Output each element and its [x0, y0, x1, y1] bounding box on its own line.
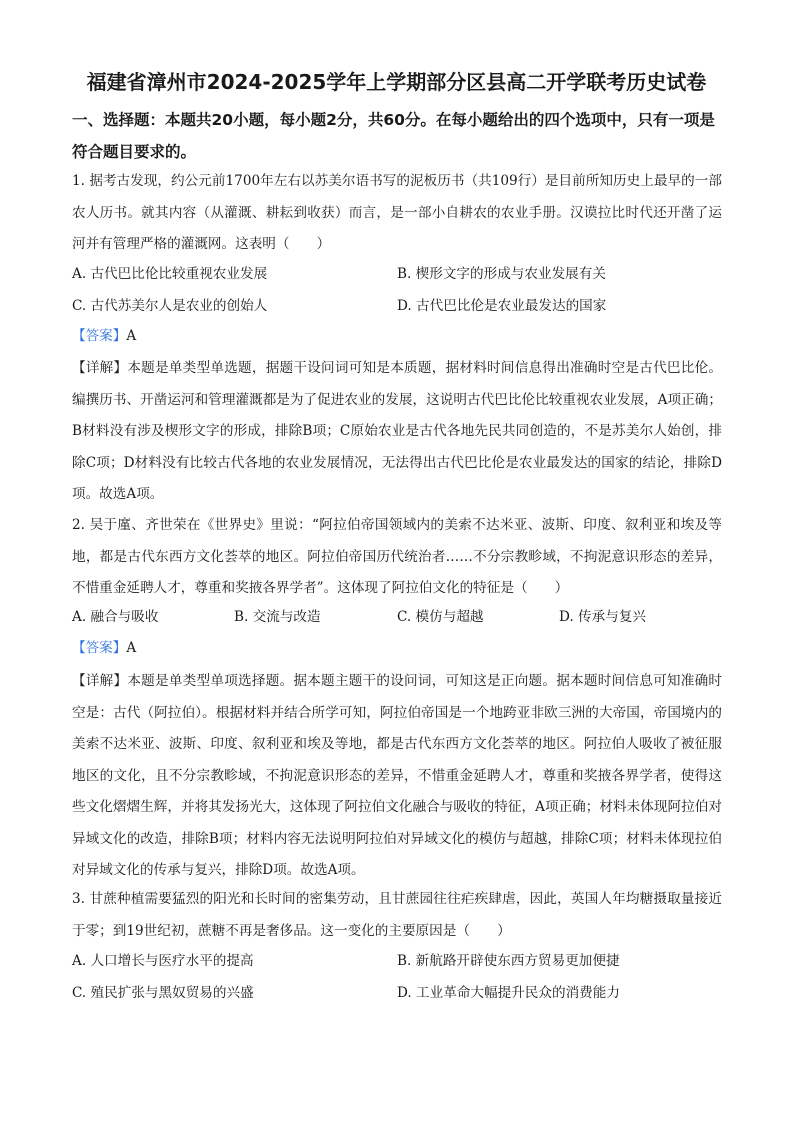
detail-tag: 【详解】: [72, 360, 128, 376]
question-1-option-b[interactable]: B. 楔形文字的形成与农业发展有关: [397, 266, 606, 282]
question-3-option-a[interactable]: A. 人口增长与医疗水平的提高: [72, 953, 254, 969]
question-3-option-b[interactable]: B. 新航路开辟使东西方贸易更加便捷: [397, 953, 620, 969]
question-2-option-d[interactable]: D. 传承与复兴: [559, 609, 647, 625]
question-2-detail: [72, 666, 722, 887]
question-3-options-row-2: [72, 979, 722, 1007]
answer-value: A: [126, 640, 137, 656]
question-3-option-c[interactable]: C. 殖民扩张与黑奴贸易的兴盛: [72, 985, 254, 1001]
question-3-options-row-1: [72, 947, 722, 975]
question-1-stem: 1. 据考古发现，约公元前1700年左右以苏美尔语书写的泥板历书（共109行）是目前所知历史上最早的一部农人历书。就其内容（从灌溉、耕耘到收获）而言，是一部小自耕农的农业手册。汉谟拉比时代还开凿了运河并有管理严格的灌溉网。这表明（ ）: [72, 173, 722, 252]
question-2-answer: [72, 634, 136, 662]
exam-title: 福建省漳州市2024-2025学年上学期部分区县高二开学联考历史试卷: [86, 70, 707, 94]
question-2-option-c[interactable]: C. 模仿与超越: [397, 609, 484, 625]
question-1-option-a[interactable]: A. 古代巴比伦比较重视农业发展: [72, 266, 268, 282]
question-2-options-row: [72, 603, 722, 631]
question-1-options-row-2: [72, 292, 722, 320]
answer-value: A: [126, 328, 137, 344]
answer-tag: 【答案】: [72, 328, 127, 344]
question-1-option-d[interactable]: D. 古代巴比伦是农业最发达的国家: [397, 298, 607, 314]
question-1-answer: [72, 322, 136, 350]
detail-text: 本题是单类型单选题，据题干设问词可知是本质题，据材料时间信息得出准确时空是古代巴比伦。编撰历书、开凿运河和管理灌溉都是为了促进农业的发展，这说明古代巴比伦比较重视农业发展，A项正确；B材料没有涉及楔形文字的形成，排除B项；C原始农业是古代各地先民共同创造的，不是苏美尔人始创，排除C项；D材料没有比较古代各地的农业发展情况，无法得出古代巴比伦是农业最发达的国家的结论，排除D项。故选A项。: [72, 360, 723, 502]
question-2-stem: 2. 吴于廑、齐世荣在《世界史》里说：“阿拉伯帝国领域内的美索不达米亚、波斯、印度、叙利亚和埃及等地，都是古代东西方文化荟萃的地区。阿拉伯帝国历代统治者……不分宗教畛域，不拘泥意识形态的差异，不惜重金延聘人才，尊重和奖掖各界学者”。这体现了阿拉伯文化的特征是（ ）: [72, 517, 722, 596]
detail-text: 本题是单类型单项选择题。据本题主题干的设问词，可知这是正向题。据本题时间信息可知准确时空是：古代（阿拉伯）。根据材料并结合所学可知，阿拉伯帝国是一个地跨亚非欧三洲的大帝国，帝国境内的美索不达米亚、波斯、印度、叙利亚和埃及等地，都是古代东西方文化荟萃的地区。阿拉伯人吸收了被征服地区的文化，且不分宗教畛域，不拘泥意识形态的差异，不惜重金延聘人才，尊重和奖掖各界学者，使得这些文化熠熠生辉，并将其发扬光大，这体现了阿拉伯文化融合与吸收的特征，A项正确；材料未体现阿拉伯对异域文化的改造，排除B项；材料内容无法说明阿拉伯对异域文化的模仿与超越，排除C项；材料未体现拉伯对异域文化的传承与复兴，排除D项。故选A项。: [72, 673, 723, 878]
question-1-option-c[interactable]: C. 古代苏美尔人是农业的创始人: [72, 298, 268, 314]
question-1-options-row-1: [72, 260, 722, 288]
section-heading: 一、选择题：本题共20小题，每小题2分，共60分。在每小题给出的四个选项中，只有一项是符合题目要求的。: [72, 111, 715, 161]
question-1-detail: [72, 353, 722, 511]
question-3-stem: 3. 甘蔗种植需要猛烈的阳光和长时间的密集劳动，且甘蔗园往往疟疾肆虐，因此，英国人年均糖摄取量接近于零；到19世纪初，蔗糖不再是奢侈品。这一变化的主要原因是（ ）: [72, 891, 722, 939]
question-2-option-b[interactable]: B. 交流与改造: [234, 609, 321, 625]
answer-tag: 【答案】: [72, 640, 127, 656]
question-3-option-d[interactable]: D. 工业革命大幅提升民众的消费能力: [397, 985, 620, 1001]
question-2-option-a[interactable]: A. 融合与吸收: [72, 609, 159, 625]
detail-tag: 【详解】: [72, 673, 128, 689]
